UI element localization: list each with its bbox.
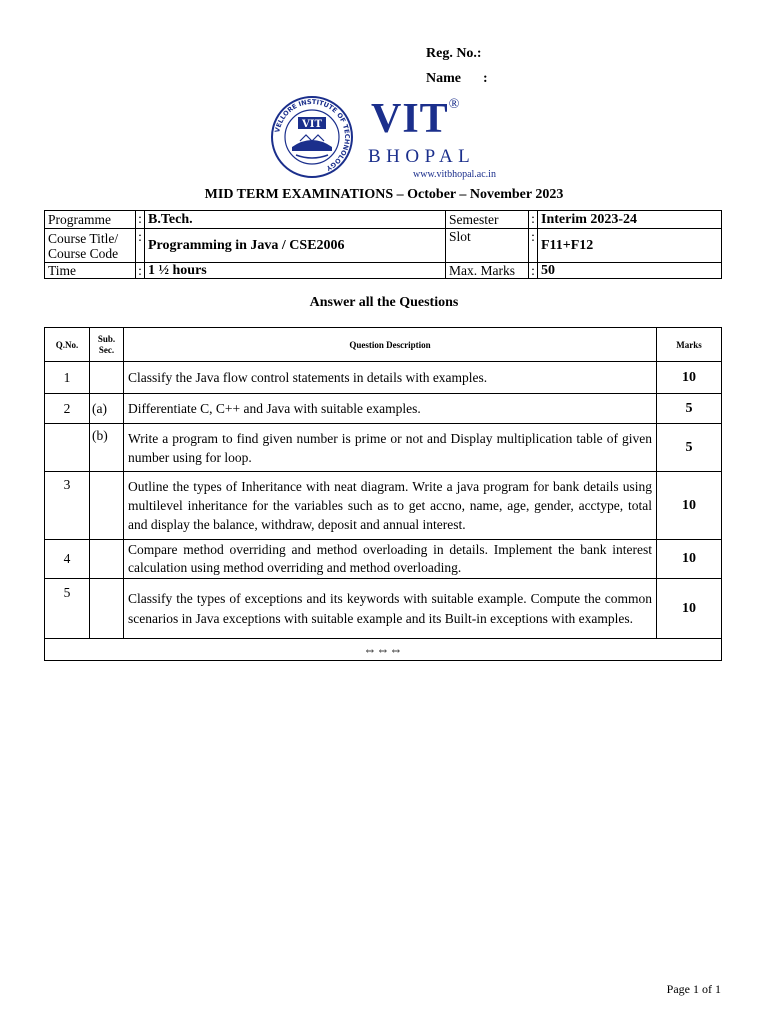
question-description: Outline the types of Inheritance with neat diagram. Write a java program for bank details using multilevel inheritance for the variables such as to get accno, name, age, gender, acctype, total and display the balance, withdraw, deposit and annual interest. (124, 472, 657, 540)
question-number: 1 (45, 362, 90, 394)
questions-table (44, 327, 722, 661)
programme-value: B.Tech. (145, 211, 446, 229)
vit-brand: VIT (371, 96, 449, 142)
website-url: www.vitbhopal.ac.in (413, 169, 496, 180)
sub-header-line1: Sub. (97, 333, 116, 344)
table-header-row (45, 328, 722, 362)
exam-title: MID TERM EXAMINATIONS – October – November 2023 (204, 187, 564, 202)
colon: : (529, 263, 538, 279)
colon: : (529, 211, 538, 229)
question-number (45, 424, 90, 472)
semester-value: Interim 2023-24 (538, 211, 722, 229)
end-marker: ⇔⇔⇔ (45, 639, 722, 661)
max-marks-value: 50 (538, 263, 722, 279)
seal-inner-text: VIT (302, 119, 322, 130)
name-label: Name (426, 71, 461, 86)
question-number: 3 (45, 472, 90, 540)
question-number: 5 (45, 579, 90, 639)
vit-seal-logo (270, 95, 354, 179)
question-description: Differentiate C, C++ and Java with suitable examples. (124, 394, 657, 424)
course-label-line1: Course Title/ (48, 230, 119, 246)
exam-info-table (44, 210, 722, 279)
course-label (45, 229, 136, 263)
table-row (45, 472, 722, 540)
colon: : (136, 229, 145, 263)
sub-section (90, 472, 124, 540)
sub-section (90, 362, 124, 394)
vit-wordmark (371, 98, 460, 140)
question-description: Classify the Java flow control statements in details with examples. (124, 362, 657, 394)
slot-label: Slot (446, 229, 529, 263)
question-marks: 10 (657, 472, 722, 540)
question-description: Compare method overriding and method overloading in details. Implement the bank interest calculation using method overriding and method overloading. (124, 540, 657, 579)
question-marks: 10 (657, 579, 722, 639)
table-row (45, 362, 722, 394)
marks-header: Marks (657, 328, 722, 362)
question-marks: 10 (657, 540, 722, 579)
campus-name: BHOPAL (368, 146, 476, 167)
question-number: 4 (45, 540, 90, 579)
question-marks: 10 (657, 362, 722, 394)
time-value: 1 ½ hours (145, 263, 446, 279)
sub-sec-header (90, 328, 124, 362)
colon: : (529, 229, 538, 263)
max-marks-label: Max. Marks (446, 263, 529, 279)
sub-header-line2: Sec. (98, 344, 115, 355)
qno-header: Q.No. (45, 328, 90, 362)
sub-section (90, 579, 124, 639)
question-marks: 5 (657, 394, 722, 424)
end-row (45, 639, 722, 661)
description-header: Question Description (124, 328, 657, 362)
question-description: Classify the types of exceptions and its keywords with suitable example. Compute the common scenarios in Java exceptions with suitable example and its Built-in exceptions with examples. (124, 579, 657, 639)
sub-section (90, 540, 124, 579)
course-label-line2: Course Code (48, 245, 119, 261)
sub-section: (b) (90, 424, 124, 472)
sub-section: (a) (90, 394, 124, 424)
registered-mark: ® (448, 97, 461, 112)
colon: : (136, 211, 145, 229)
semester-label: Semester (446, 211, 529, 229)
table-row (45, 540, 722, 579)
course-value: Programming in Java / CSE2006 (145, 229, 446, 263)
question-marks: 5 (657, 424, 722, 472)
table-row (45, 394, 722, 424)
time-label: Time (45, 263, 136, 279)
slot-value: F11+F12 (538, 229, 722, 263)
programme-label: Programme (45, 211, 136, 229)
question-description: Write a program to find given number is prime or not and Display multiplication table of given number using for loop. (124, 424, 657, 472)
question-number: 2 (45, 394, 90, 424)
name-label-line (426, 71, 488, 87)
table-row (45, 579, 722, 639)
instructions: Answer all the Questions (309, 295, 459, 310)
seal-ring-text: VELLORE INSTITUTE OF TECHNOLOGY (273, 97, 352, 173)
colon: : (136, 263, 145, 279)
reg-no-label: Reg. No.: (426, 46, 482, 61)
name-colon: : (483, 71, 488, 86)
table-row (45, 424, 722, 472)
page-number: Page 1 of 1 (666, 982, 721, 996)
